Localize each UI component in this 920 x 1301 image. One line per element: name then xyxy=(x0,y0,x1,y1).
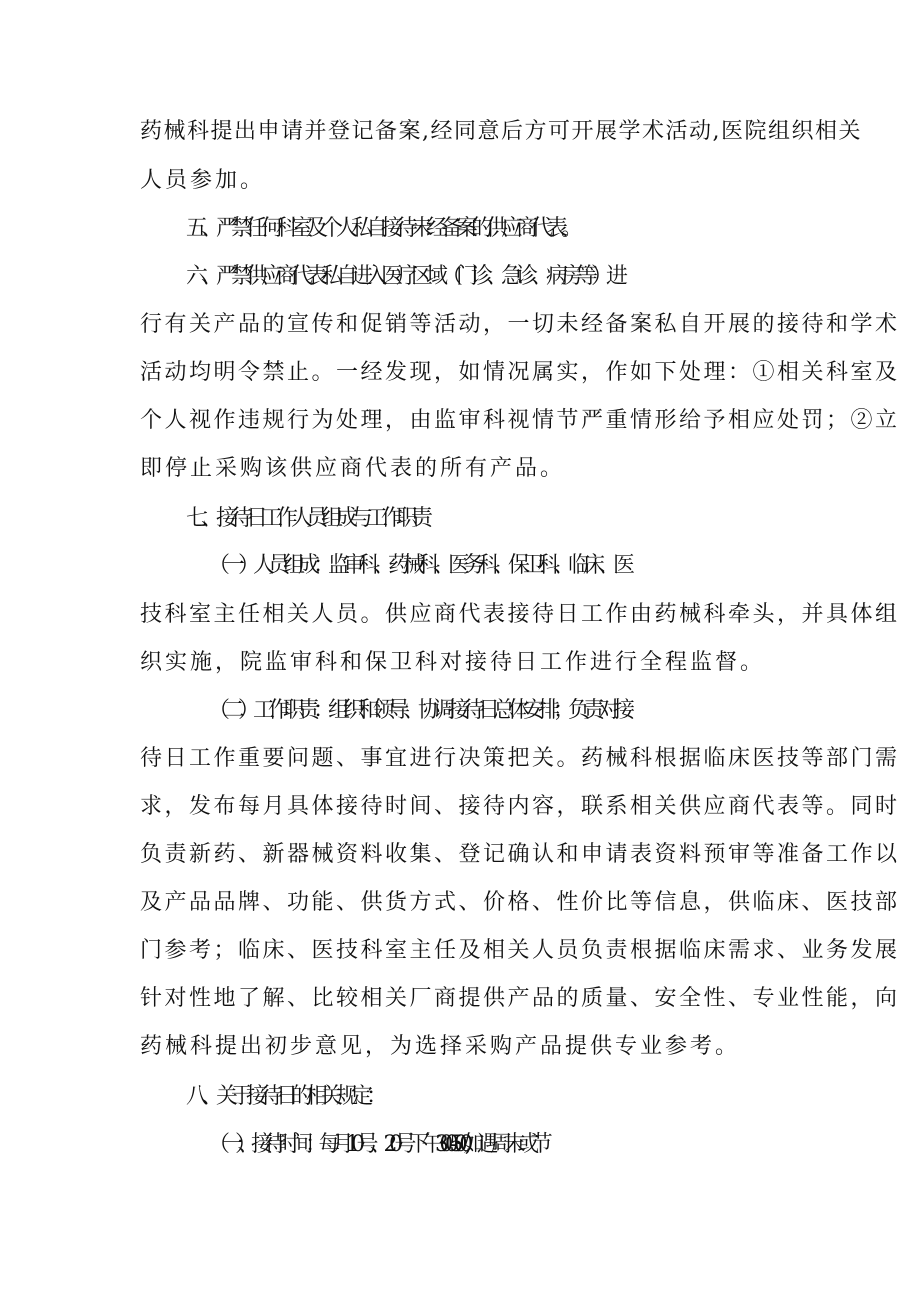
text-line: 个人视作违规行为处理，由监审科视情节严重情形给予相应处罚；②立 xyxy=(140,408,900,433)
text-line: 药械科提出申请并登记备案,经同意后方可开展学术活动,医院组织相关 xyxy=(140,119,862,144)
text-line: 技科室主任相关人员。供应商代表接待日工作由药械科牵头，并具体组 xyxy=(140,602,900,627)
text-line: 即停止采购该供应商代表的所有产品。 xyxy=(140,456,566,481)
text-line: 针对性地了解、比较相关厂商提供产品的质量、安全性、专业性能，向 xyxy=(140,986,900,1011)
text-line: 求，发布每月具体接待时间、接待内容，联系相关供应商代表等。同时 xyxy=(140,794,900,819)
text-line: 负责新药、新器械资料收集、登记确认和申请表资料预审等准备工作以 xyxy=(140,842,900,867)
text-line: 六、严禁供应商代表私自进入医疗区域（门诊、急诊、病房等）进 xyxy=(186,264,622,289)
section-heading: 五、严禁任何科室及个人私自接待未经备案的供应商代表。 xyxy=(186,216,577,241)
text-line: 待日工作重要问题、事宜进行决策把关。药械科根据临床医技等部门需 xyxy=(140,746,900,771)
text-line: 及产品品牌、功能、供货方式、价格、性价比等信息，供临床、医技部 xyxy=(140,890,900,915)
text-line: 药械科提出初步意见，为选择采购产品提供专业参考。 xyxy=(140,1034,741,1059)
section-heading: 七、接待日工作人员组成与工作职责 xyxy=(186,506,427,531)
text-line: 门参考；临床、医技科室主任及相关人员负责根据临床需求、业务发展 xyxy=(140,938,900,963)
text-line: 织实施，院监审科和保卫科对接待日工作进行全程监督。 xyxy=(140,650,766,675)
text-line: 行有关产品的宣传和促销等活动，一切未经备案私自开展的接待和学术 xyxy=(140,312,900,337)
text-line: （二）工作职责：组织和领导、协调接待日总体安排；负责对接 xyxy=(208,698,629,723)
text-line: 人员参加。 xyxy=(140,168,266,193)
text-line: 活动均明令禁止。一经发现，如情况属实，作如下处理：①相关科室及 xyxy=(140,360,900,385)
section-heading: 八、关于接待日的相关规定： xyxy=(186,1084,382,1109)
text-line: （一）人员组成：监审科、药械科、医务科、保卫科、临床、医 xyxy=(208,553,629,578)
text-line: （一）、接待时间：每月10号、20号下午3:00-5:00,如遇周末或节 xyxy=(208,1132,545,1157)
